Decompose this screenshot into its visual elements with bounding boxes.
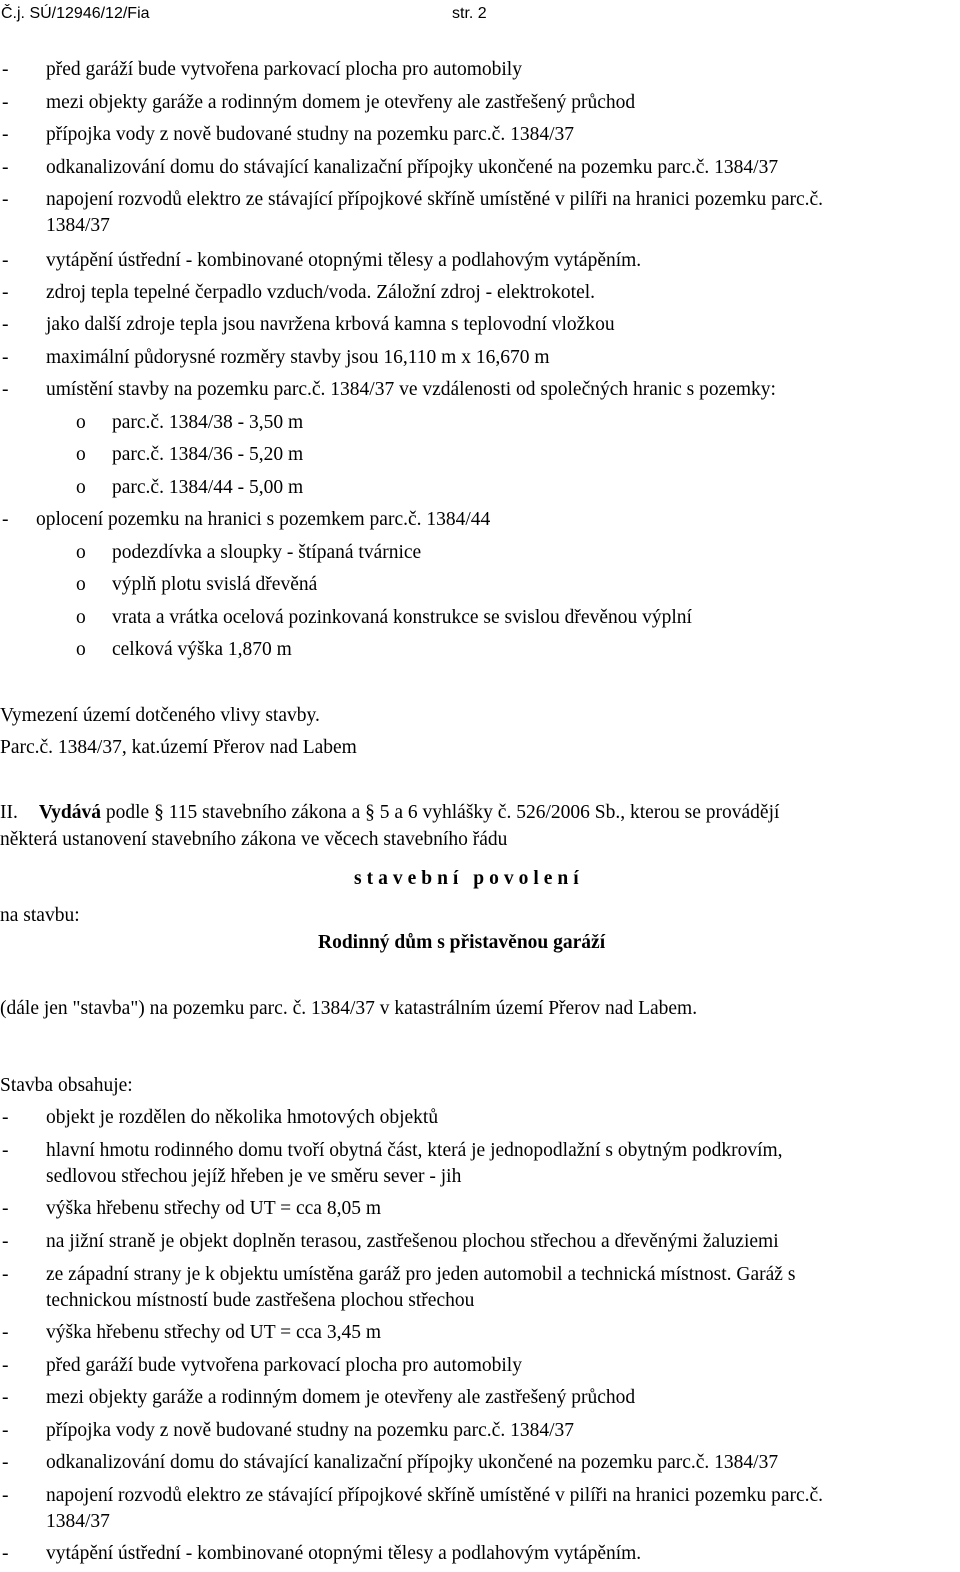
scope-parcel: Parc.č. 1384/37, kat.území Přerov nad Labem [0, 737, 357, 758]
bullet-marker: o [76, 477, 86, 498]
dash-marker: - [2, 282, 9, 303]
list-item-text: napojení rozvodů elektro ze stávající přípojkové skříně umístěné v pilíři na hranici pozemku parc.č. [46, 189, 824, 210]
building-name: Rodinný dům s přistavěnou garáží [318, 932, 606, 953]
dash-marker: - [2, 1485, 9, 1506]
list-item-text: před garáží bude vytvořena parkovací plocha pro automobily [46, 59, 522, 80]
list-item-text: sedlovou střechou jejíž hřeben je ve směru sever - jih [46, 1166, 462, 1187]
location-line: (dále jen "stavba") na pozemku parc. č. 1384/37 v katastrálním území Přerov nad Labem. [0, 998, 698, 1019]
dash-marker: - [2, 250, 9, 271]
contents-title: Stavba obsahuje: [0, 1075, 133, 1096]
dash-marker: - [2, 157, 9, 178]
list-item-text: umístění stavby na pozemku parc.č. 1384/37 ve vzdálenosti od společných hranic s pozemky: [46, 379, 776, 400]
list-item-text: ze západní strany je k objektu umístěna garáž pro jeden automobil a technická místnost. Garáž s [46, 1264, 796, 1285]
list-item-text: odkanalizování domu do stávající kanalizační přípojky ukončené na pozemku parc.č. 1384/37 [46, 1452, 779, 1473]
list-item-text: objekt je rozdělen do několika hmotových objektů [46, 1107, 439, 1128]
bullet-marker: o [76, 639, 86, 660]
list-item-text: přípojka vody z nově budované studny na pozemku parc.č. 1384/37 [46, 124, 574, 145]
list-item-text: hlavní hmotu rodinného domu tvoří obytná část, která je jednopodlažní s obytným podkrovím, [46, 1140, 783, 1161]
dash-marker: - [2, 1264, 9, 1285]
bullet-marker: o [76, 574, 86, 595]
list-item-text: maximální půdorysné rozměry stavby jsou 16,110 m x 16,670 m [46, 347, 550, 368]
list-item-text: výplň plotu svislá dřevěná [112, 574, 318, 595]
list-item-text: jako další zdroje tepla jsou navržena krbová kamna s teplovodní vložkou [46, 314, 615, 335]
bullet-marker: o [76, 444, 86, 465]
list-item-text: na jižní straně je objekt doplněn terasou, zastřešenou plochou střechou a dřevěnými žaluziemi [46, 1231, 779, 1252]
dash-marker: - [2, 1355, 9, 1376]
dash-marker: - [2, 1140, 9, 1161]
list-item-text: oplocení pozemku na hranici s pozemkem parc.č. 1384/44 [36, 509, 491, 530]
list-item-text: podezdívka a sloupky - štípaná tvárnice [112, 542, 422, 563]
list-item-text: před garáží bude vytvořena parkovací plocha pro automobily [46, 1355, 522, 1376]
list-item-text: vrata a vrátka ocelová pozinkovaná konstrukce se svislou dřevěnou výplní [112, 607, 692, 628]
list-item-text: výška hřebenu střechy od UT = cca 8,05 m [46, 1198, 382, 1219]
list-item-text: výška hřebenu střechy od UT = cca 3,45 m [46, 1322, 382, 1343]
list-item-text: 1384/37 [46, 215, 110, 236]
list-item-text: celková výška 1,870 m [112, 639, 292, 660]
dash-marker: - [2, 509, 9, 530]
scope-title: Vymezení území dotčeného vlivy stavby. [0, 705, 320, 726]
dash-marker: - [2, 1387, 9, 1408]
section-number: II. [0, 802, 18, 823]
list-item-text: napojení rozvodů elektro ze stávající přípojkové skříně umístěné v pilíři na hranici pozemku parc.č. [46, 1485, 824, 1506]
dash-marker: - [2, 379, 9, 400]
list-item-text: mezi objekty garáže a rodinným domem je otevřeny ale zastřešený průchod [46, 1387, 636, 1408]
list-item-text: odkanalizování domu do stávající kanalizační přípojky ukončené na pozemku parc.č. 1384/37 [46, 157, 779, 178]
dash-marker: - [2, 1543, 9, 1564]
dash-marker: - [2, 92, 9, 113]
dash-marker: - [2, 1231, 9, 1252]
dash-marker: - [2, 1452, 9, 1473]
dash-marker: - [2, 1420, 9, 1441]
dash-marker: - [2, 1322, 9, 1343]
document-reference: Č.j. SÚ/12946/12/Fia [1, 5, 150, 22]
list-item-text: parc.č. 1384/36 - 5,20 m [112, 444, 304, 465]
list-item-text: zdroj tepla tepelné čerpadlo vzduch/voda. Záložní zdroj - elektrokotel. [46, 282, 596, 303]
dash-marker: - [2, 347, 9, 368]
section-verb: Vydává [38, 802, 102, 823]
dash-marker: - [2, 189, 9, 210]
dash-marker: - [2, 59, 9, 80]
list-item-text: mezi objekty garáže a rodinným domem je otevřeny ale zastřešený průchod [46, 92, 636, 113]
for-label: na stavbu: [0, 905, 80, 926]
bullet-marker: o [76, 542, 86, 563]
dash-marker: - [2, 1107, 9, 1128]
list-item-text: vytápění ústřední - kombinované otopnými tělesy a podlahovým vytápěním. [46, 1543, 642, 1564]
dash-marker: - [2, 314, 9, 335]
section-ii-line-2: některá ustanovení stavebního zákona ve věcech stavebního řádu [0, 829, 508, 850]
bullet-marker: o [76, 412, 86, 433]
list-item-text: parc.č. 1384/38 - 3,50 m [112, 412, 304, 433]
list-item-text: technickou místností bude zastřešena plochou střechou [46, 1290, 475, 1311]
bullet-marker: o [76, 607, 86, 628]
dash-marker: - [2, 124, 9, 145]
page-number: str. 2 [452, 5, 487, 22]
dash-marker: - [2, 1198, 9, 1219]
section-ii-line: II. Vydává podle § 115 stavebního zákona a § 5 a 6 vyhlášky č. 526/2006 Sb., kterou se provádějí [0, 802, 780, 823]
list-item-text: přípojka vody z nově budované studny na pozemku parc.č. 1384/37 [46, 1420, 574, 1441]
list-item-text: 1384/37 [46, 1511, 110, 1532]
permit-heading: stavební povolení [354, 868, 584, 889]
list-item-text: parc.č. 1384/44 - 5,00 m [112, 477, 304, 498]
list-item-text: vytápění ústřední - kombinované otopnými tělesy a podlahovým vytápěním. [46, 250, 642, 271]
